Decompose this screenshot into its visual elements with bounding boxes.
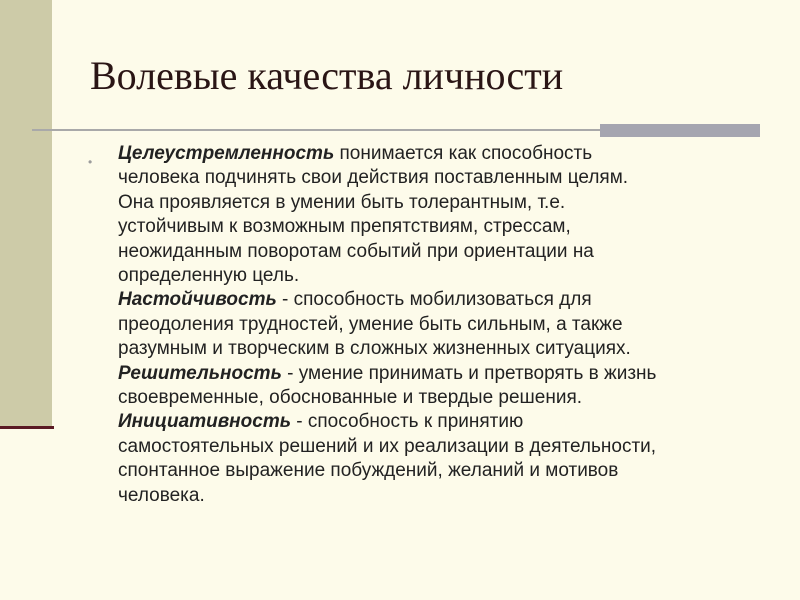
- body-text: - умение принимать и претворять в жизнь: [281, 362, 657, 384]
- body-line: [118, 264, 778, 288]
- body-text: самостоятельных решений и их реализации в деятельности,: [118, 435, 657, 457]
- side-decor-line: [0, 426, 54, 429]
- body-line: [118, 337, 778, 361]
- body-line: [118, 215, 778, 239]
- body-line: [118, 459, 778, 483]
- body-text: своевременные, обоснованные и твердые решения.: [118, 387, 583, 409]
- body-text: человека.: [118, 484, 205, 506]
- slide-body: [118, 142, 778, 508]
- term-bold: Целеустремленность: [118, 143, 335, 164]
- body-text: устойчивым к возможным препятствиям, стрессам,: [118, 216, 571, 238]
- term-bold: Настойчивость: [118, 289, 277, 311]
- body-text: определенную цель.: [118, 265, 300, 287]
- body-text: неожиданным поворотам событий при ориентации на: [118, 240, 594, 262]
- body-line: [118, 166, 778, 190]
- body-text: разумным и творческим в сложных жизненных ситуациях.: [118, 338, 631, 360]
- body-text: преодоления трудностей, умение быть сильным, а также: [118, 313, 623, 335]
- body-line: [118, 142, 778, 166]
- term-bold: Решительность: [118, 362, 282, 384]
- term-bold: Инициативность: [118, 411, 291, 433]
- bullet-marker: •: [88, 155, 93, 169]
- divider-accent-block: [600, 124, 760, 137]
- body-text: спонтанное выражение побуждений, желаний и мотивов: [118, 460, 619, 482]
- body-line: [118, 288, 778, 312]
- side-decor-bar: [0, 0, 52, 428]
- body-line: [118, 484, 778, 508]
- body-text: понимается как способность: [334, 143, 593, 164]
- body-text: - способность к принятию: [291, 411, 524, 433]
- body-line: [118, 386, 778, 410]
- body-text: Она проявляется в умении быть толерантным, т.е.: [118, 191, 566, 213]
- body-text: человека подчинять свои действия поставленным целям.: [118, 167, 629, 189]
- body-line: [118, 410, 778, 434]
- body-text: - способность мобилизоваться для: [276, 289, 592, 311]
- body-line: [118, 435, 778, 459]
- body-line: [118, 240, 778, 264]
- body-line: [118, 191, 778, 215]
- body-line: [118, 313, 778, 337]
- slide-title: Волевые качества личности: [90, 53, 564, 98]
- body-line: [118, 362, 778, 386]
